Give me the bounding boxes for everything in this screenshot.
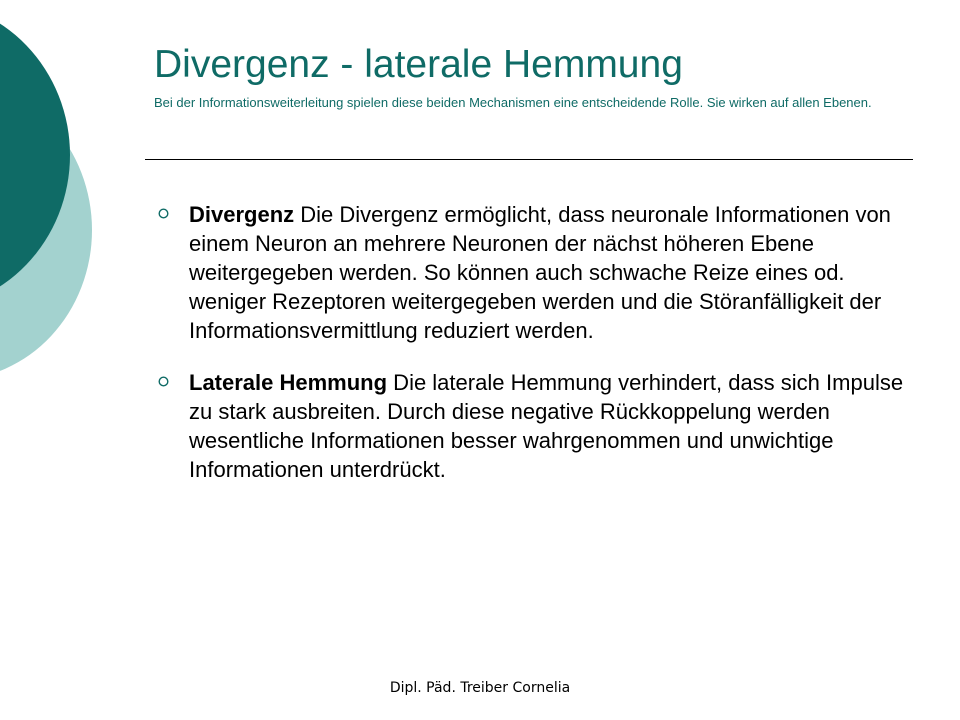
- open-circle-bullet-icon: [158, 208, 169, 219]
- title-divider: [145, 159, 913, 160]
- slide-footer: Dipl. Päd. Treiber Cornelia: [389, 680, 571, 696]
- bullet-list: [156, 200, 916, 484]
- open-circle-bullet-icon: [158, 376, 169, 387]
- bullet-text: Die laterale Hemmung verhindert, dass sich Impulse zu stark ausbreiten. Durch diese negative Rückkoppelung werden wesentliche Informationen besser wahrgenommen und unwichtige Informationen unterdrückt.: [189, 370, 904, 482]
- bullet-term: Divergenz: [189, 202, 295, 227]
- bullet-term: Laterale Hemmung: [189, 370, 388, 395]
- bullet-item-laterale-hemmung: [156, 368, 916, 484]
- bullet-text: Die Divergenz ermöglicht, dass neuronale Informationen von einem Neuron an mehrere Neuronen der nächst höheren Ebene weitergegeben werden. So können auch schwache Reize eines od. weniger Rezeptoren weitergegeben werden und die Störanfälligkeit der Informationsvermittlung reduziert werden.: [189, 202, 891, 343]
- slide-title: Divergenz - laterale Hemmung: [154, 43, 683, 86]
- slide-subtitle: Bei der Informationsweiterleitung spielen diese beiden Mechanismen eine entscheidende Rolle. Sie wirken auf allen Ebenen.: [154, 95, 872, 110]
- bullet-item-divergenz: [156, 200, 916, 345]
